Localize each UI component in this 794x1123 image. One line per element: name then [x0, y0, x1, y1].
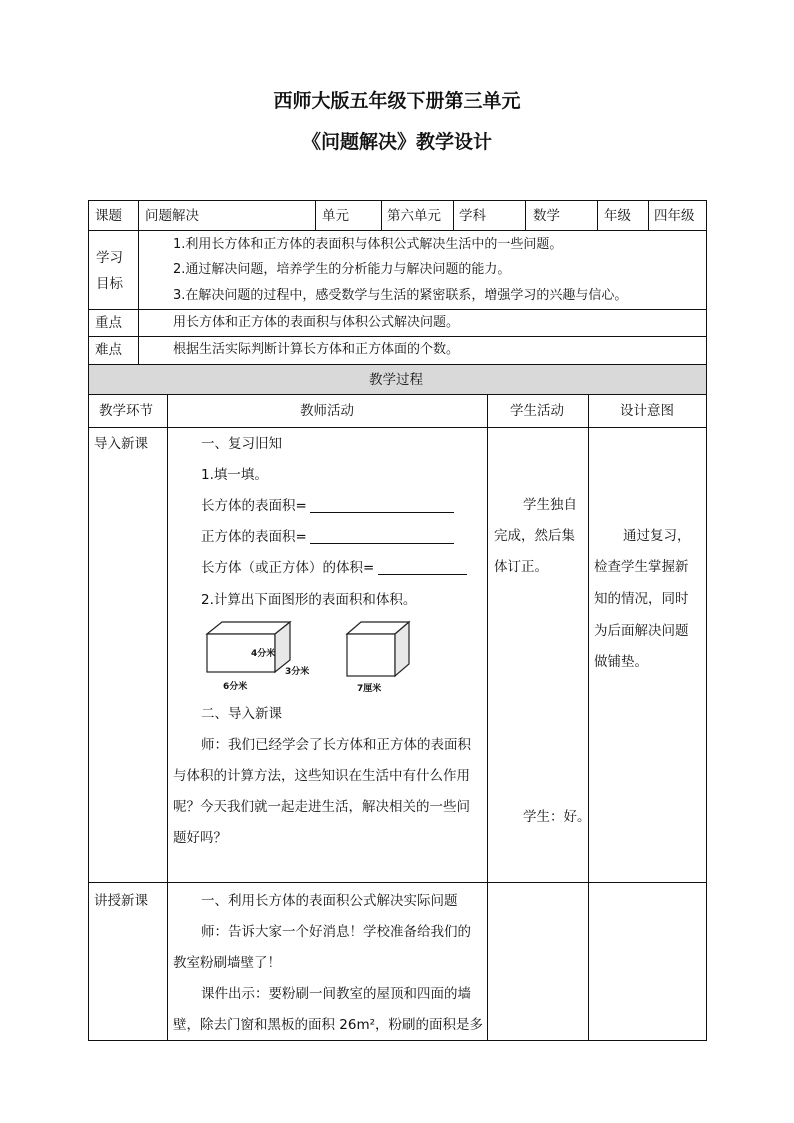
table-line [588, 394, 589, 1041]
section1-intent-line: 做铺垫。 [594, 654, 648, 670]
section1-intent-line: 知的情况，同时 [594, 591, 689, 607]
column-intent: 设计意图 [620, 403, 674, 419]
table-line [88, 230, 707, 231]
section1-teacher-line: 一、复习旧知 [201, 436, 282, 452]
section1-teacher-line: 题好吗？ [173, 830, 227, 846]
column-teacher: 教师活动 [300, 403, 354, 419]
table-line [138, 200, 139, 230]
table-line [138, 230, 139, 364]
section1-student-line: 学生独自 [523, 497, 577, 513]
table-border-left [88, 200, 89, 1041]
column-stage: 教学环节 [99, 403, 153, 419]
table-line [597, 200, 598, 230]
table-line [88, 394, 707, 395]
document-title: 西师大版五年级下册第三单元 [273, 90, 521, 112]
section1-teacher-line: 二、导入新课 [201, 706, 282, 722]
section1-intent-line: 检查学生掌握新 [594, 559, 689, 575]
subject-label: 学科 [459, 208, 486, 224]
section1-student-line: 完成，然后集 [494, 528, 575, 544]
section2-teacher-line: 一、利用长方体的表面积公式解决实际问题 [201, 893, 458, 909]
objectives-label-line2: 目标 [96, 276, 123, 292]
objectives-label-line1: 学习 [96, 250, 123, 266]
section1-teacher-line: 呢？今天我们就一起走进生活，解决相关的一些问 [173, 799, 470, 815]
table-line [648, 200, 649, 230]
section2-teacher-line: 师：告诉大家一个好消息！学校准备给我们的 [201, 924, 471, 940]
section1-intent-line: 通过复习， [623, 528, 691, 544]
grade-label: 年级 [604, 208, 631, 224]
table-line [487, 394, 488, 1041]
table-line [525, 200, 526, 230]
table-line [88, 882, 707, 883]
answer-blank [310, 543, 454, 544]
difficulty-label: 难点 [95, 342, 122, 358]
cuboid-width-label: 3分米 [285, 667, 310, 677]
column-student: 学生活动 [510, 403, 564, 419]
table-line [315, 200, 316, 230]
table-border-right [706, 200, 707, 1041]
cuboid-height-label: 4分米 [251, 649, 276, 659]
section1-teacher-line: 长方体（或正方体）的体积= [201, 560, 375, 576]
section2-teacher-line: 课件出示：要粉刷一间教室的屋顶和四面的墙 [201, 986, 471, 1002]
answer-blank [310, 512, 454, 513]
section1-teacher-line: 正方体的表面积= [201, 529, 307, 545]
cuboid-length-label: 6分米 [223, 682, 248, 692]
objective-item-2: 2.通过解决问题，培养学生的分析能力与解决问题的能力。 [173, 262, 511, 277]
objective-item-1: 1.利用长方体和正方体的表面积与体积公式解决生活中的一些问题。 [173, 237, 563, 252]
course-label: 课题 [95, 208, 122, 224]
table-border-bottom [88, 1040, 707, 1041]
section1-teacher-line: 与体积的计算方法，这些知识在生活中有什么作用 [173, 768, 470, 784]
table-line [88, 336, 707, 337]
table-line [167, 394, 168, 1041]
key-point-label: 重点 [95, 315, 122, 331]
subject-value: 数学 [533, 208, 560, 224]
cube-front-face [347, 634, 395, 676]
section2-teacher-line: 教室粉刷墙壁了！ [173, 955, 281, 971]
section1-teacher-line: 长方体的表面积= [201, 498, 307, 514]
course-value: 问题解决 [145, 208, 199, 224]
process-header: 教学过程 [369, 372, 423, 388]
table-line [88, 309, 707, 310]
section1-student-reply: 学生：好。 [523, 809, 591, 825]
document-subtitle: 《问题解决》教学设计 [301, 131, 492, 153]
section1-student-line: 体订正。 [494, 559, 548, 575]
cube-edge-label: 7厘米 [357, 684, 382, 694]
section1-teacher-line: 师：我们已经学会了长方体和正方体的表面积 [201, 737, 471, 753]
section1-teacher-line: 2.计算出下面图形的表面积和体积。 [201, 592, 417, 608]
grade-value: 四年级 [654, 208, 695, 224]
table-line [381, 200, 382, 230]
answer-blank [378, 574, 467, 575]
section1-teacher-line: 1.填一填。 [201, 467, 268, 483]
objective-item-3: 3.在解决问题的过程中，感受数学与生活的紧密联系，增强学习的兴趣与信心。 [173, 288, 628, 303]
section2-teacher-line: 壁，除去门窗和黑板的面积 26m²，粉刷的面积是多 [173, 1017, 484, 1033]
table-line [88, 427, 707, 428]
difficulty-value: 根据生活实际判断计算长方体和正方体面的个数。 [173, 342, 460, 357]
table-border-top [88, 200, 707, 201]
table-line [453, 200, 454, 230]
key-point-value: 用长方体和正方体的表面积与体积公式解决问题。 [173, 315, 460, 330]
unit-label: 单元 [322, 208, 349, 224]
section2-stage: 讲授新课 [94, 893, 148, 909]
section1-stage: 导入新课 [94, 436, 148, 452]
unit-value: 第六单元 [387, 208, 441, 224]
table-line [88, 364, 707, 365]
section1-intent-line: 为后面解决问题 [594, 623, 689, 639]
